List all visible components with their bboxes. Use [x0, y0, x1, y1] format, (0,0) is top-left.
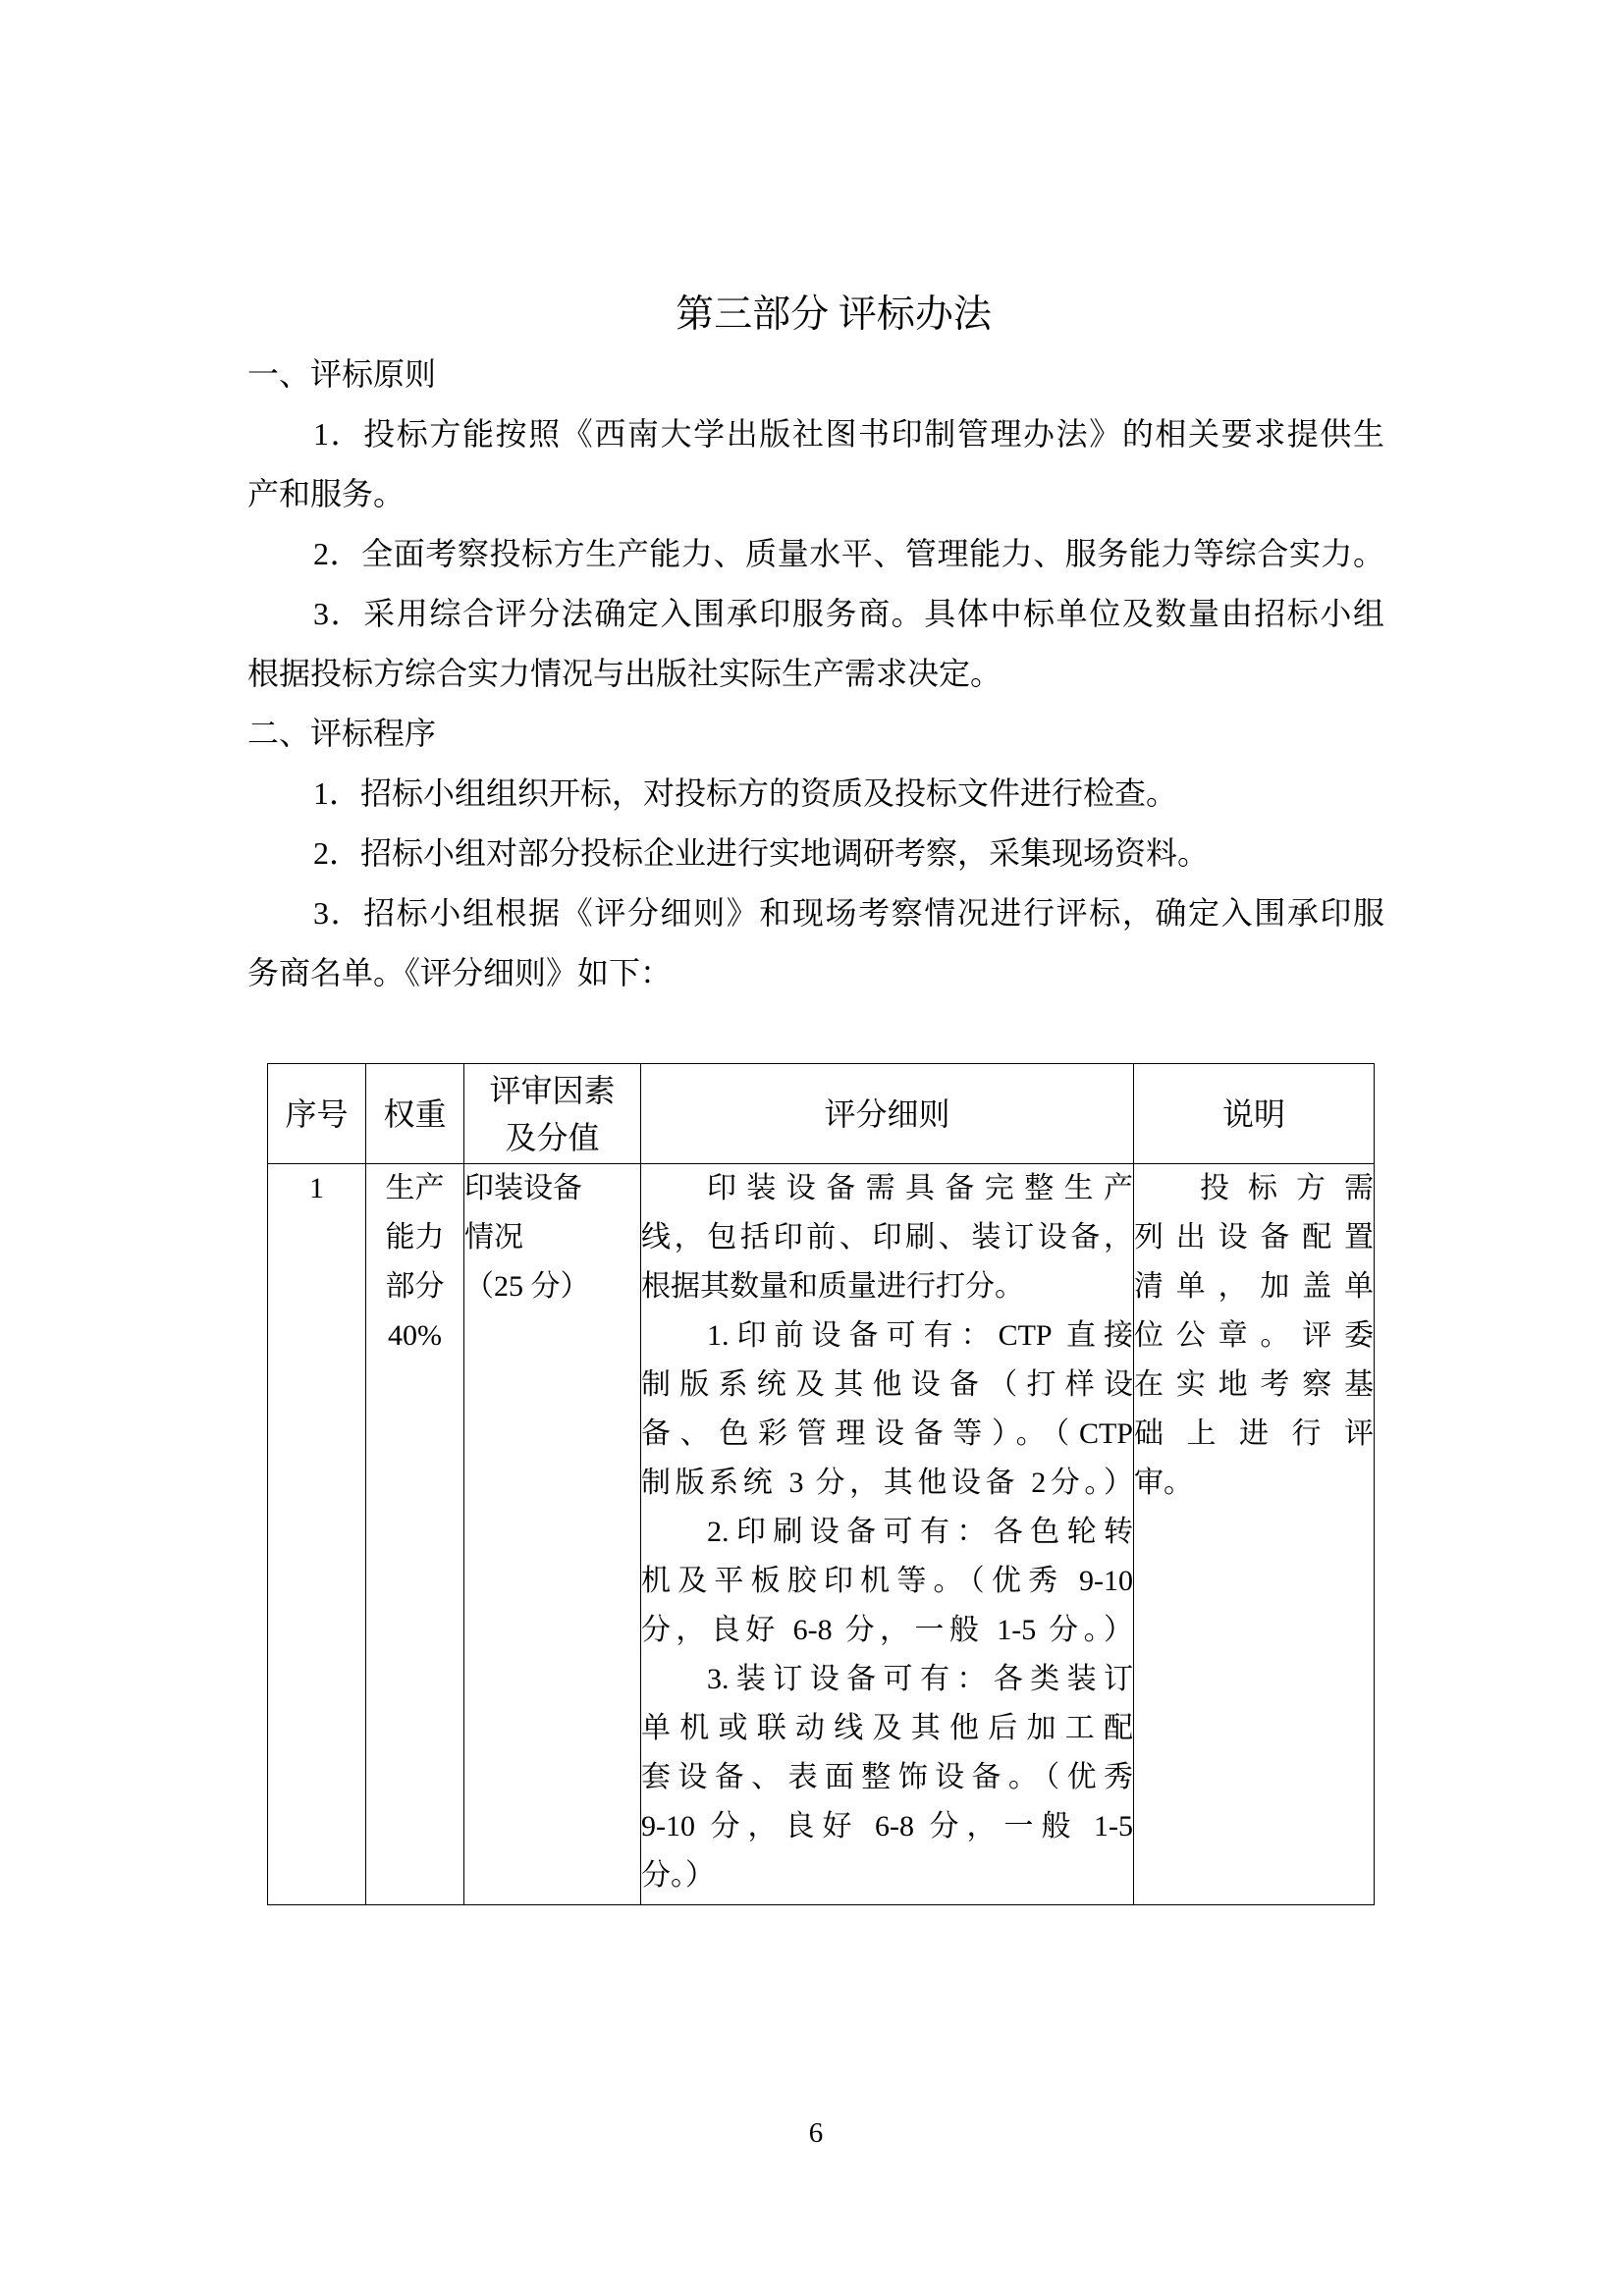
notes-line: 在实地考察基 — [1134, 1368, 1374, 1401]
principle-item — [247, 524, 1384, 584]
weight-line: 部分 — [385, 1270, 445, 1303]
principle-item — [247, 404, 1384, 524]
table-header-row — [268, 1064, 1375, 1164]
procedure-step — [247, 883, 1384, 1003]
header-index: 序号 — [268, 1064, 366, 1164]
header-notes: 说明 — [1134, 1064, 1375, 1164]
criteria-line: 2.印刷设备可有：各色轮转 — [707, 1516, 1133, 1548]
criteria-paragraph — [641, 1655, 1133, 1900]
paragraph-line: 3．采用综合评分法确定入围承印服务商。具体中标单位及数量由招标小组 — [313, 596, 1384, 631]
factor-line: 印装设备 — [464, 1172, 582, 1204]
header-criteria: 评分细则 — [641, 1064, 1134, 1164]
weight-line: 生产 — [385, 1172, 445, 1204]
notes-line: 列出设备配置 — [1134, 1221, 1374, 1254]
paragraph-line: 3．招标小组根据《评分细则》和现场考察情况进行评标，确定入围承印服 — [313, 895, 1384, 931]
notes-line: 清单，加盖单 — [1134, 1270, 1374, 1303]
paragraph-line: 1．招标小组组织开标，对投标方的资质及投标文件进行检查。 — [313, 775, 1178, 811]
paragraph-line: 务商名单。《评分细则》如下： — [247, 955, 673, 990]
notes-line: 审。 — [1134, 1467, 1193, 1499]
criteria-line: 9-10 分，良好 6-8 分，一般 1-5 — [641, 1810, 1133, 1842]
criteria-line: 单机或联动线及其他后加工配 — [641, 1712, 1133, 1744]
criteria-line: 根据其数量和质量进行打分。 — [641, 1270, 1024, 1303]
criteria-line: 制版系统及其他设备（打样设 — [641, 1368, 1133, 1401]
criteria-line: 制版系统 3 分，其他设备 2分。） — [641, 1467, 1133, 1499]
weight-line: 能力 — [385, 1221, 445, 1254]
cell-notes — [1134, 1164, 1375, 1905]
paragraph-line: 1．投标方能按照《西南大学出版社图书印制管理办法》的相关要求提供生 — [313, 416, 1384, 452]
section-heading-procedure: 二、评标程序 — [247, 716, 437, 751]
criteria-paragraph — [641, 1311, 1133, 1508]
page-number: 6 — [808, 2117, 824, 2149]
notes-line: 位公章。评委 — [1134, 1319, 1374, 1352]
cell-index-value: 1 — [309, 1172, 324, 1204]
body-text — [247, 285, 1384, 1003]
criteria-line: 备、色彩管理设备等）。（CTP — [641, 1417, 1133, 1450]
criteria-line: 1.印前设备可有：CTP 直接 — [707, 1319, 1133, 1352]
scoring-table-body — [268, 1064, 1375, 1905]
paragraph-line: 根据投标方综合实力情况与出版社实际生产需求决定。 — [247, 656, 1002, 691]
scoring-table — [267, 1063, 1375, 1905]
paragraph-line: 2．招标小组对部分投标企业进行实地调研考察，采集现场资料。 — [313, 835, 1210, 871]
criteria-line: 印装设备需具备完整生产 — [707, 1172, 1133, 1204]
criteria-paragraph — [641, 1508, 1133, 1655]
cell-weight — [366, 1164, 464, 1905]
paragraph-line: 2．全面考察投标方生产能力、质量水平、管理能力、服务能力等综合实力。 — [313, 536, 1384, 571]
criteria-line: 3.装订设备可有：各类装订 — [707, 1663, 1133, 1695]
criteria-line: 分，良好 6-8 分，一般 1-5 分。） — [641, 1614, 1133, 1646]
cell-factor — [464, 1164, 641, 1905]
weight-line: 40% — [388, 1319, 442, 1352]
section-heading-principles: 一、评标原则 — [247, 356, 437, 392]
factor-line: （25 分） — [464, 1270, 590, 1303]
procedure-step — [247, 824, 1384, 883]
page-title: 第三部分 评标办法 — [676, 294, 992, 336]
paragraph-line: 产和服务。 — [247, 476, 406, 511]
header-weight: 权重 — [366, 1064, 464, 1164]
header-factor-line: 及分值 — [505, 1119, 600, 1155]
criteria-line: 机及平板胶印机等。（优秀 9-10 — [641, 1565, 1133, 1597]
header-factor-line: 评审因素 — [489, 1072, 616, 1108]
notes-line: 础上进行评 — [1134, 1417, 1374, 1450]
table-row — [268, 1164, 1375, 1905]
factor-line: 情况 — [464, 1221, 523, 1254]
cell-index — [268, 1164, 366, 1905]
cell-criteria — [641, 1164, 1134, 1905]
principle-item — [247, 584, 1384, 704]
criteria-line: 线，包括印前、印刷、装订设备， — [641, 1221, 1133, 1254]
procedure-step — [247, 764, 1384, 824]
criteria-line: 分。） — [641, 1859, 715, 1892]
notes-line: 投标方需 — [1200, 1172, 1374, 1204]
header-factor — [464, 1064, 641, 1164]
criteria-paragraph — [641, 1164, 1133, 1311]
criteria-line: 套设备、表面整饰设备。（优秀 — [641, 1761, 1133, 1793]
